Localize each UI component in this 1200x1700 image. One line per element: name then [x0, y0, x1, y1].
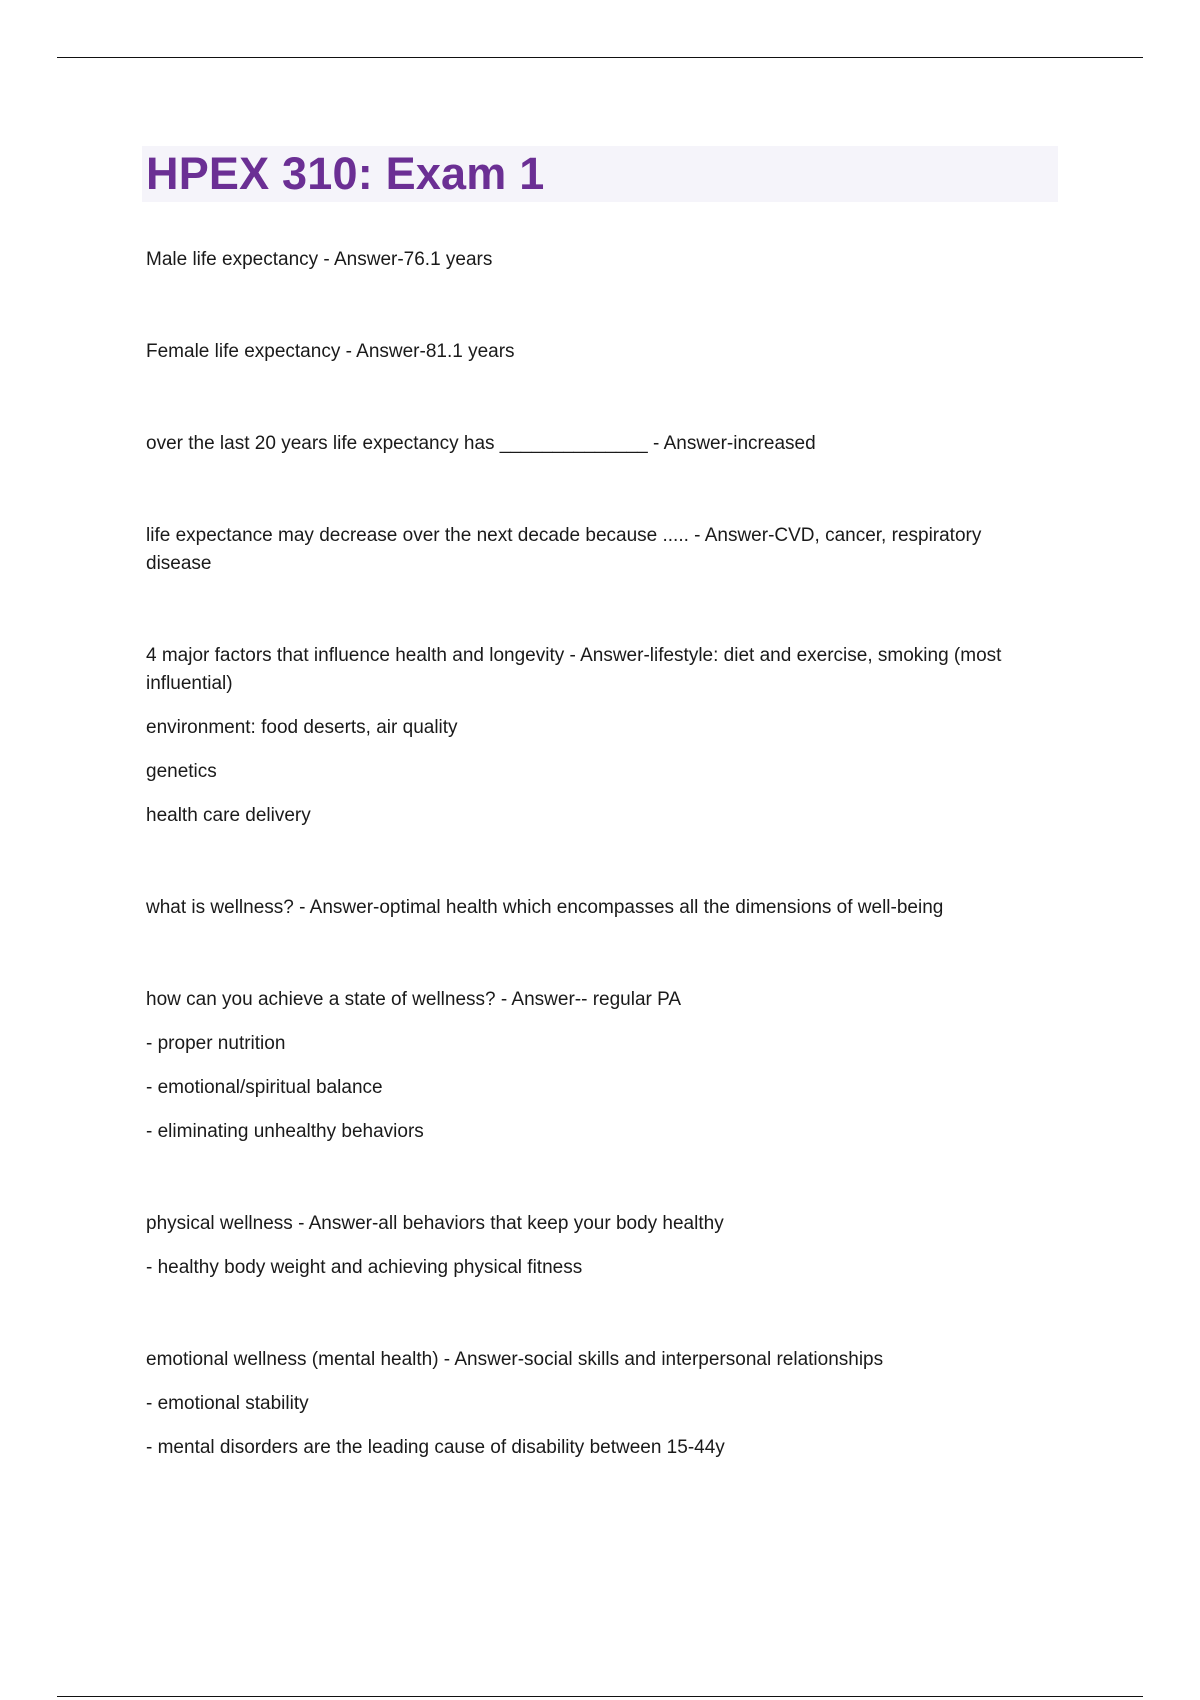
- qa-line: how can you achieve a state of wellness? - Answer-- regular PA: [146, 989, 682, 1010]
- qa-line: over the last 20 years life expectancy has ______________ - Answer-increased: [146, 433, 816, 454]
- qa-item: [146, 1210, 1046, 1282]
- qa-line: - emotional stability: [146, 1393, 309, 1414]
- qa-line: genetics: [146, 761, 217, 782]
- qa-line: Male life expectancy - Answer-76.1 years: [146, 249, 493, 270]
- top-rule: [57, 57, 1143, 58]
- qa-line: Female life expectancy - Answer-81.1 years: [146, 341, 515, 362]
- qa-line: - mental disorders are the leading cause of disability between 15-44y: [146, 1437, 725, 1458]
- qa-line: environment: food deserts, air quality: [146, 717, 458, 738]
- qa-item: [146, 338, 1046, 366]
- qa-line: - eliminating unhealthy behaviors: [146, 1121, 424, 1142]
- qa-line: - proper nutrition: [146, 1033, 286, 1054]
- bottom-rule: [57, 1696, 1143, 1697]
- qa-line: 4 major factors that influence health and longevity - Answer-lifestyle: diet and exercise, smoking (most influential): [146, 645, 1002, 694]
- qa-line: - emotional/spiritual balance: [146, 1077, 383, 1098]
- qa-line: physical wellness - Answer-all behaviors that keep your body healthy: [146, 1213, 724, 1234]
- qa-item: [146, 1346, 1046, 1462]
- qa-line: - healthy body weight and achieving physical fitness: [146, 1257, 583, 1278]
- qa-line: life expectance may decrease over the next decade because ..... - Answer-CVD, cancer, respiratory disease: [146, 525, 982, 574]
- qa-item: [146, 642, 1046, 830]
- qa-list: [146, 246, 1046, 1526]
- page-title: HPEX 310: Exam 1: [146, 148, 545, 199]
- qa-item: [146, 430, 1046, 458]
- qa-line: health care delivery: [146, 805, 311, 826]
- qa-item: [146, 986, 1046, 1146]
- qa-line: what is wellness? - Answer-optimal health which encompasses all the dimensions of well-being: [146, 897, 944, 918]
- qa-item: [146, 522, 1046, 578]
- qa-item: [146, 246, 1046, 274]
- qa-item: [146, 894, 1046, 922]
- qa-line: emotional wellness (mental health) - Answer-social skills and interpersonal relationships: [146, 1349, 884, 1370]
